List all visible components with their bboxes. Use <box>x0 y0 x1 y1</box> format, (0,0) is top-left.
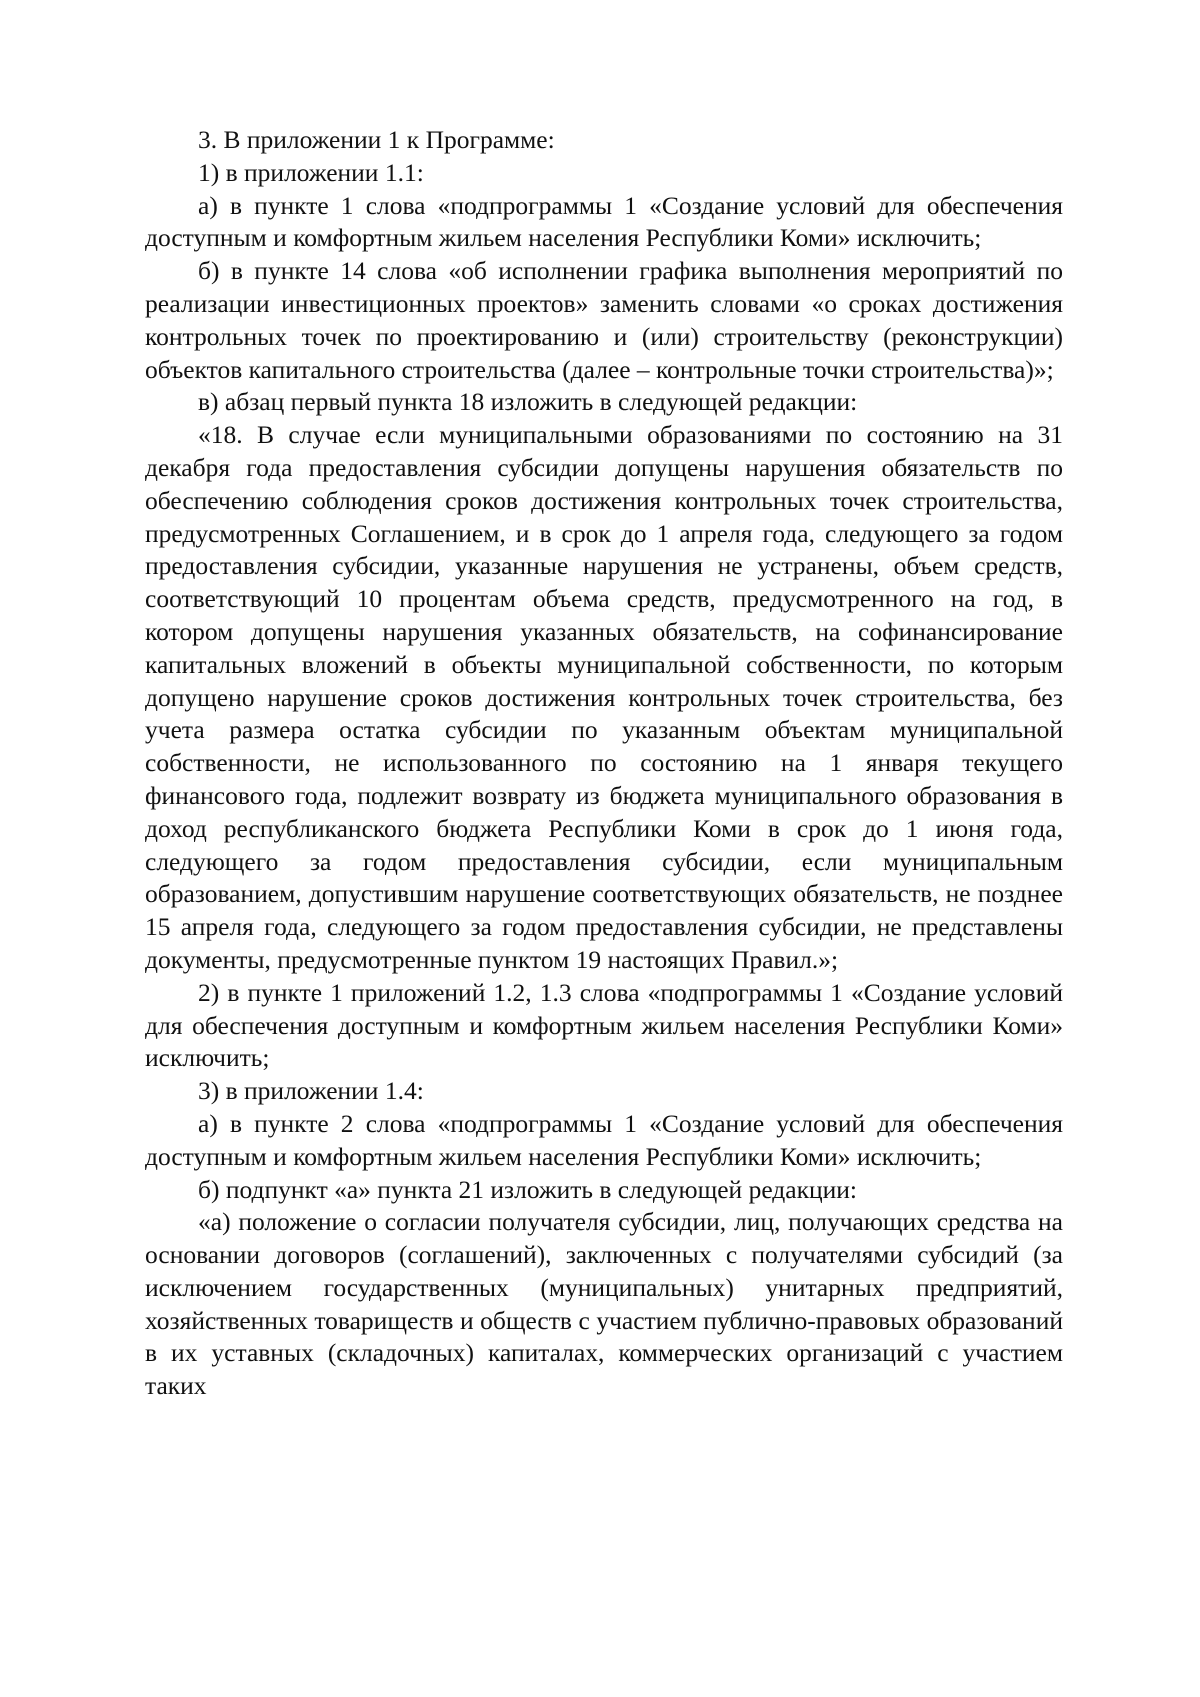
paragraph-item-3-heading: 3. В приложении 1 к Программе: <box>198 125 555 154</box>
paragraph-point-18-text: «18. В случае если муниципальными образованиями по состоянию на 31 декабря года предоставления субсидии допущены нарушения обязательств по обеспечению соблюдения сроков достижения контрольных точек строительства, предусмотренных Соглашением, и в срок до 1 апреля года, следующего за годом предоставления субсидии, указанные нарушения не устранены, объем средств, соответствующий 10 процентам объема средств, предусмотренного на год, в котором допущены нарушения указанных обязательств, на софинансирование капитальных вложений в объекты муниципальной собственности, по которым допущено нарушение сроков достижения контрольных точек строительства, без учета размера остатка субсидии по указанным объектам муниципальной собственности, не использованного по состоянию на 1 января текущего финансового года, подлежит возврату из бюджета муниципального образования в доход республиканского бюджета Республики Коми в срок до 1 июня года, следующего за годом предоставления субсидии, если муниципальным образованием, допустившим нарушение соответствующих обязательств, не позднее 15 апреля года, следующего за годом предоставления субсидии, не представлены документы, предусмотренные пунктом 19 настоящих Правил.»; <box>145 420 1063 974</box>
paragraph-1-1-v: в) абзац первый пункта 18 изложить в следующей редакции: <box>198 387 858 417</box>
paragraph-subpoint-a-text: «а) положение о согласии получателя субсидии, лиц, получающих средства на основании договоров (соглашений), заключенных с получателями субсидий (за исключением государственных (муниципальных) унитарных предприятий, хозяйственных товариществ и обществ с участием публично-правовых образований в их уставных (складочных) капиталах, коммерческих организаций с участием таких <box>145 1207 1063 1401</box>
document-body <box>145 124 1063 1403</box>
paragraph-1-1-a: а) в пункте 1 слова «подпрограммы 1 «Создание условий для обеспечения доступным и комфортным жильем населения Республики Коми» исключить; <box>145 190 1063 253</box>
paragraph-1-4-a: а) в пункте 2 слова «подпрограммы 1 «Создание условий для обеспечения доступным и комфортным жильем населения Республики Коми» исключить; <box>145 1108 1063 1171</box>
paragraph-appendix-1-4: 3) в приложении 1.4: <box>198 1076 424 1106</box>
paragraph-1-4-b: б) подпункт «а» пункта 21 изложить в следующей редакции: <box>198 1174 858 1204</box>
paragraph-1-1-b: б) в пункте 14 слова «об исполнении графика выполнения мероприятий по реализации инвестиционных проектов» заменить словами «о сроках достижения контрольных точек по проектированию и (или) строительству (реконструкции) объектов капитального строительства (далее – контрольные точки строительства)»; <box>145 256 1063 384</box>
paragraph-appendix-1-2-1-3: 2) в пункте 1 приложений 1.2, 1.3 слова «подпрограммы 1 «Создание условий для обеспечения доступным и комфортным жильем населения Республики Коми» исключить; <box>145 977 1063 1073</box>
paragraph-appendix-1-1: 1) в приложении 1.1: <box>198 157 424 187</box>
